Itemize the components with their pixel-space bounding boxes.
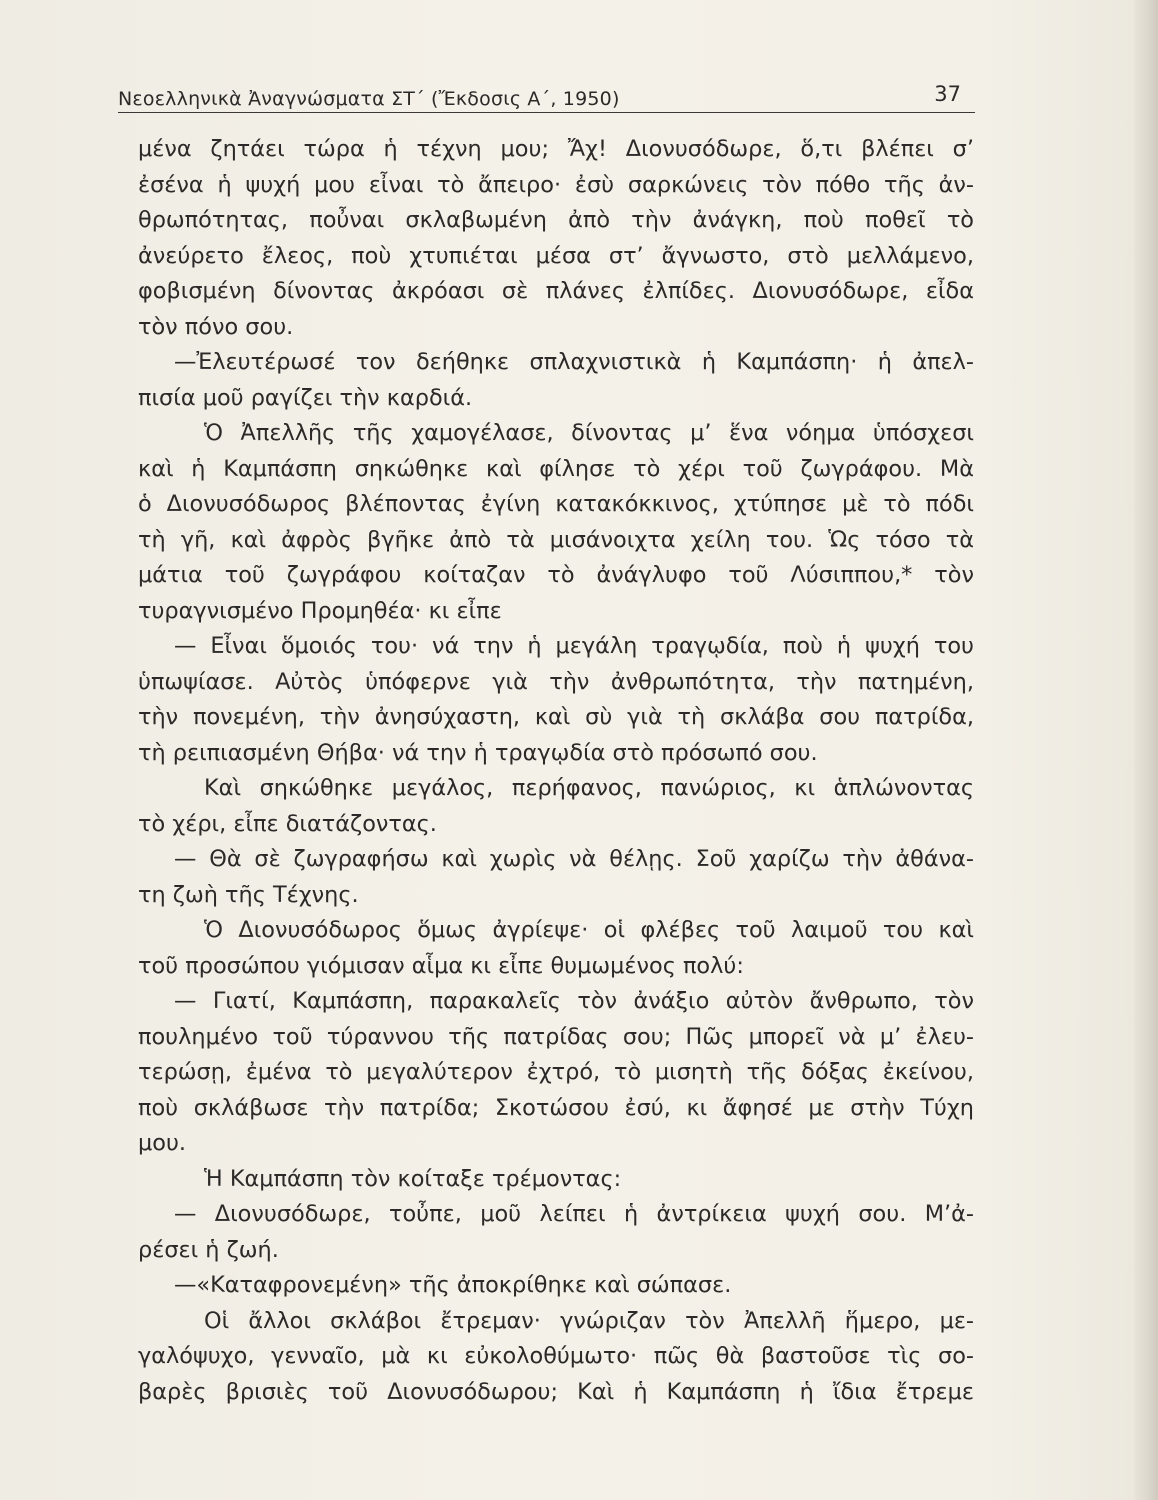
- text-line: τερώσῃ, ἐμένα τὸ μεγαλύτερον ἐχτρό, τὸ μισητὴ τῆς δόξας ἐκείνου,: [138, 1059, 974, 1085]
- text-line: Καὶ σηκώθηκε μεγάλος, περήφανος, πανώριος, κι ἁπλώνοντας: [204, 775, 974, 801]
- text-line: ὁ Διονυσόδωρος βλέποντας ἐγίνη κατακόκκινος, χτύπησε μὲ τὸ πόδι: [138, 491, 974, 517]
- text-line: φοβισμένη δίνοντας ἀκρόασι σὲ πλάνες ἐλπίδες. Διονυσόδωρε, εἶδα: [138, 278, 974, 304]
- text-line: — Θὰ σὲ ζωγραφήσω καὶ χωρὶς νὰ θέλῃς. Σοῦ χαρίζω τὴν ἀθάνα-: [174, 846, 974, 872]
- text-line: πισία μοῦ ραγίζει τὴν καρδιά.: [138, 384, 473, 411]
- text-line: τὴν πονεμένη, τὴν ἀνησύχαστη, καὶ σὺ γιὰ τὴ σκλάβα σου πατρίδα,: [138, 704, 974, 730]
- header-title: Νεοελληνικὰ Ἀναγνώσματα ΣΤ΄ (Ἔκδοσις Α΄, 1950): [118, 88, 620, 110]
- text-line: ἐσένα ἡ ψυχή μου εἶναι τὸ ἄπειρο· ἐσὺ σαρκώνεις τὸν πόθο τῆς ἀν-: [138, 171, 974, 198]
- text-line: Οἱ ἄλλοι σκλάβοι ἔτρεμαν· γνώριζαν τὸν Ἀπελλῆ ἥμερο, με-: [204, 1307, 974, 1334]
- text-line: — Γιατί, Καμπάσπη, παρακαλεῖς τὸν ἀνάξιο αὐτὸν ἄνθρωπο, τὸν: [174, 988, 974, 1014]
- text-line: ἀνεύρετο ἔλεος, ποὺ χτυπιέται μέσα στ’ ἄγνωστο, στὸ μελλάμενο,: [138, 242, 974, 269]
- text-line: μάτια τοῦ ζωγράφου κοίταζαν τὸ ἀνάγλυφο τοῦ Λύσιππου,* τὸν: [138, 562, 974, 588]
- text-line: Ἡ Καμπάσπη τὸν κοίταξε τρέμοντας:: [204, 1165, 622, 1192]
- text-line: ρέσει ἡ ζωή.: [138, 1236, 279, 1263]
- text-line: Ὁ Διονυσόδωρος ὅμως ἀγρίεψε· οἱ φλέβες τοῦ λαιμοῦ του καὶ: [204, 917, 974, 943]
- text-line: θρωπότητας, ποὖναι σκλαβωμένη ἀπὸ τὴν ἀνάγκη, ποὺ ποθεῖ τὸ: [138, 207, 974, 233]
- running-header: [118, 78, 975, 113]
- text-line: τὸ χέρι, εἶπε διατάζοντας.: [138, 810, 437, 837]
- text-line: τὴ ρειπιασμένη Θήβα· νά την ἡ τραγῳδία στὸ πρόσωπό σου.: [138, 739, 818, 766]
- text-line: καὶ ἡ Καμπάσπη σηκώθηκε καὶ φίλησε τὸ χέρι τοῦ ζωγράφου. Μὰ: [138, 455, 974, 482]
- text-line: Ὁ Ἀπελλῆς τῆς χαμογέλασε, δίνοντας μ’ ἕνα νόημα ὑπόσχεσι: [204, 420, 974, 446]
- text-line: —«Καταφρονεμένη» τῆς ἀποκρίθηκε καὶ σώπασε.: [174, 1272, 732, 1298]
- text-line: τὴ γῆ, καὶ ἀφρὸς βγῆκε ἀπὸ τὰ μισάνοιχτα χείλη του. Ὡς τόσο τὰ: [138, 526, 974, 553]
- text-line: μου.: [138, 1130, 187, 1156]
- text-line: μένα ζητάει τώρα ἡ τέχνη μου; Ἄχ! Διονυσόδωρε, ὅ,τι βλέπει σ’: [138, 136, 974, 162]
- text-line: γαλόψυχο, γενναῖο, μὰ κι εὐκολοθύμωτο· πῶς θὰ βαστοῦσε τὶς σο-: [138, 1343, 974, 1369]
- text-line: — Διονυσόδωρε, τοὖπε, μοῦ λείπει ἡ ἀντρίκεια ψυχή σου. Μ’ἀ-: [174, 1201, 974, 1227]
- text-line: τη ζωὴ τῆς Τέχνης.: [138, 881, 359, 908]
- text-line: τοῦ προσώπου γιόμισαν αἷμα κι εἶπε θυμωμένος πολύ:: [138, 952, 744, 979]
- text-line: — Εἶναι ὅμοιός του· νά την ἡ μεγάλη τραγῳδία, ποὺ ἡ ψυχή του: [174, 633, 974, 659]
- text-line: ὑπωψίασε. Αὐτὸς ὑπόφερνε γιὰ τὴν ἀνθρωπότητα, τὴν πατημένη,: [138, 668, 974, 695]
- text-line: ποὺ σκλάβωσε τὴν πατρίδα; Σκοτώσου ἐσύ, κι ἄφησέ με στὴν Τύχη: [138, 1094, 974, 1121]
- text-line: πουλημένο τοῦ τύραννου τῆς πατρίδας σου; Πῶς μπορεῖ νὰ μ’ ἐλευ-: [138, 1023, 974, 1050]
- page-number: 37: [934, 82, 961, 106]
- text-line: τὸν πόνο σου.: [138, 313, 294, 340]
- text-line: βαρὲς βρισιὲς τοῦ Διονυσόδωρου; Καὶ ἡ Καμπάσπη ἡ ἴδια ἔτρεμε: [138, 1378, 974, 1405]
- page-spine-shadow: [1134, 0, 1158, 1500]
- text-line: τυραγνισμένο Προμηθέα· κι εἶπε: [138, 597, 502, 624]
- body-text: [138, 132, 974, 1410]
- text-line: —Ἐλευτέρωσέ τον δεήθηκε σπλαχνιστικὰ ἡ Καμπάσπη· ἡ ἀπελ-: [174, 349, 974, 375]
